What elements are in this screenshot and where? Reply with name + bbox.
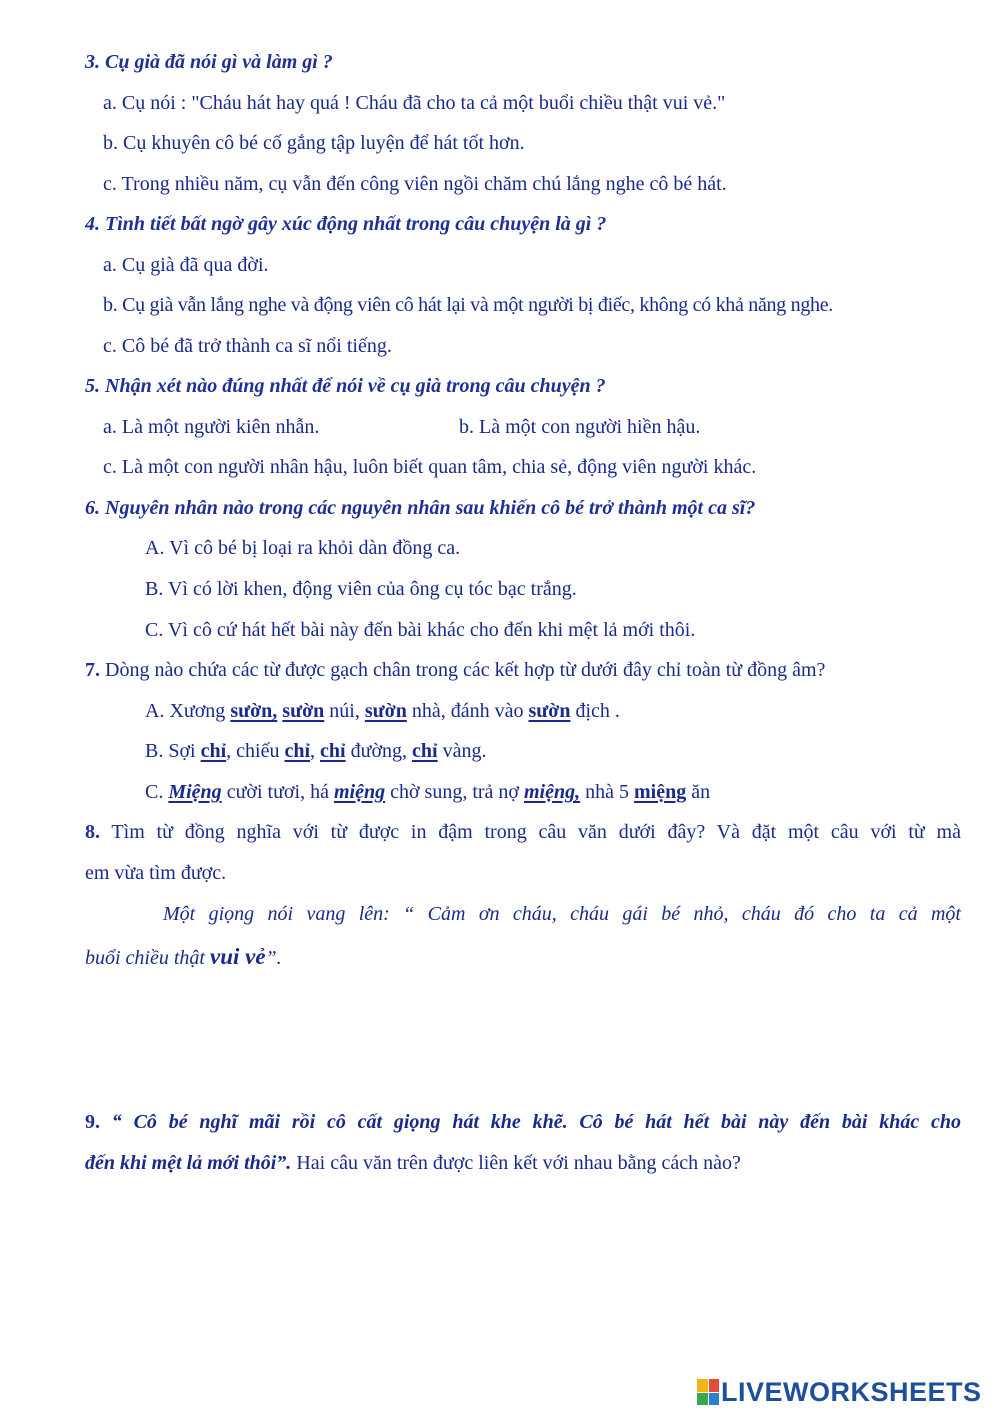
- underlined-word: chỉ: [412, 740, 438, 762]
- question-5-option-b[interactable]: b. Là một con người hiền hậu.: [459, 416, 701, 438]
- question-7-option-c[interactable]: [145, 779, 710, 805]
- question-3-title: 3. Cụ già đã nói gì và làm gì ?: [85, 51, 333, 73]
- underlined-word: miệng: [333, 781, 386, 803]
- liveworksheets-logo: [697, 1378, 982, 1406]
- underlined-word: sườn: [282, 700, 325, 722]
- underlined-word: chỉ: [320, 740, 346, 762]
- option-text: nhà, đánh vào: [406, 700, 529, 722]
- option-text: ,: [310, 740, 321, 762]
- question-4-option-b[interactable]: b. Cụ già vẫn lắng nghe và động viên cô hát lại và một người bị điếc, không có khả năng nghe.: [103, 294, 834, 316]
- option-text: đường,: [345, 740, 413, 762]
- question-4-option-a[interactable]: a. Cụ già đã qua đời.: [103, 254, 269, 276]
- option-text: nhà 5: [580, 781, 634, 803]
- question-5-option-a[interactable]: a. Là một người kiên nhẫn.: [103, 416, 320, 438]
- option-text: cười tươi, há: [221, 781, 334, 803]
- underlined-word: sườn,: [230, 700, 278, 722]
- question-3-option-c[interactable]: c. Trong nhiều năm, cụ vẫn đến công viên ngồi chăm chú lắng nghe cô bé hát.: [103, 173, 727, 195]
- option-text: chờ sung, trả nợ: [385, 781, 524, 803]
- question-9-answer-area[interactable]: [85, 1190, 961, 1340]
- question-7-number: 7.: [85, 659, 100, 681]
- question-8-quote-line-2: [85, 944, 282, 971]
- question-9-quote-2: đến khi mệt lả mới thôi”.: [85, 1152, 292, 1174]
- underlined-word: miệng,: [523, 781, 581, 803]
- question-8-answer-area[interactable]: [85, 985, 961, 1085]
- option-text: ăn: [686, 781, 711, 803]
- question-9-line-2: [85, 1150, 741, 1176]
- question-8-text-cont: em vừa tìm được.: [85, 862, 227, 884]
- underlined-word: miệng: [634, 781, 687, 803]
- underlined-word: sườn: [364, 700, 407, 722]
- question-8-quote-line-1: Một giọng nói vang lên: “ Cảm ơn cháu, cháu gái bé nhỏ, cháu đó cho ta cả một: [163, 903, 961, 925]
- question-3-option-b[interactable]: b. Cụ khuyên cô bé cố gắng tập luyện để hát tốt hơn.: [103, 132, 525, 154]
- option-text: B. Sợi: [145, 740, 201, 762]
- liveworksheets-logo-text: LIVEWORKSHEETS: [721, 1376, 982, 1407]
- option-text: vàng.: [437, 740, 487, 762]
- question-9-title: [85, 1109, 961, 1135]
- question-9-text: Hai câu văn trên được liên kết với nhau bằng cách nào?: [291, 1152, 741, 1174]
- underlined-word: sườn: [528, 700, 571, 722]
- question-5-title: 5. Nhận xét nào đúng nhất để nói về cụ già trong câu chuyện ?: [85, 375, 606, 397]
- question-9-quote-1: “ Cô bé nghĩ mãi rồi cô cất giọng hát khe khẽ. Cô bé hát hết bài này đến bài khác cho: [100, 1111, 961, 1133]
- underlined-word: Miệng: [168, 781, 222, 803]
- question-4-title: 4. Tình tiết bất ngờ gây xúc động nhất trong câu chuyện là gì ?: [85, 213, 607, 235]
- question-8-number: 8.: [85, 821, 100, 843]
- question-7-option-b[interactable]: [145, 738, 486, 764]
- question-6-option-c[interactable]: C. Vì cô cứ hát hết bài này đến bài khác cho đến khi mệt lả mới thôi.: [145, 619, 696, 641]
- question-7-title: [85, 657, 825, 683]
- quote-text: buổi chiều thật: [85, 947, 210, 969]
- question-6-option-a[interactable]: A. Vì cô bé bị loại ra khỏi dàn đồng ca.: [145, 537, 461, 559]
- option-text: C.: [145, 781, 169, 803]
- underlined-word: chỉ: [284, 740, 311, 762]
- question-4-option-c[interactable]: c. Cô bé đã trở thành ca sĩ nổi tiếng.: [103, 335, 392, 357]
- option-text: núi,: [324, 700, 365, 722]
- question-8-text: Tìm từ đồng nghĩa với từ được in đậm trong câu văn dưới đây? Và đặt một câu với từ mà: [100, 821, 961, 843]
- question-7-option-a[interactable]: [145, 698, 620, 724]
- question-5-option-c[interactable]: c. Là một con người nhân hậu, luôn biết quan tâm, chia sẻ, động viên người khác.: [103, 456, 757, 478]
- question-3-option-a[interactable]: a. Cụ nói : "Cháu hát hay quá ! Cháu đã cho ta cả một buổi chiều thật vui vẻ.": [103, 92, 726, 114]
- option-text: địch .: [570, 700, 620, 722]
- liveworksheets-mark-icon: [697, 1379, 719, 1405]
- quote-text: ”.: [265, 947, 282, 969]
- question-6-title: 6. Nguyên nhân nào trong các nguyên nhân sau khiến cô bé trở thành một ca sĩ?: [85, 497, 756, 519]
- question-6-option-b[interactable]: B. Vì có lời khen, động viên của ông cụ tóc bạc trắng.: [145, 578, 577, 600]
- question-8-title: [85, 819, 961, 845]
- question-7-text: Dòng nào chứa các từ được gạch chân trong các kết hợp từ dưới đây chỉ toàn từ đồng âm?: [100, 659, 826, 681]
- option-text: , chiếu: [226, 740, 285, 762]
- highlighted-word: vui vẻ: [209, 944, 266, 969]
- underlined-word: chỉ: [200, 740, 227, 762]
- option-text: A. Xương: [145, 700, 231, 722]
- question-9-number: 9.: [85, 1111, 100, 1133]
